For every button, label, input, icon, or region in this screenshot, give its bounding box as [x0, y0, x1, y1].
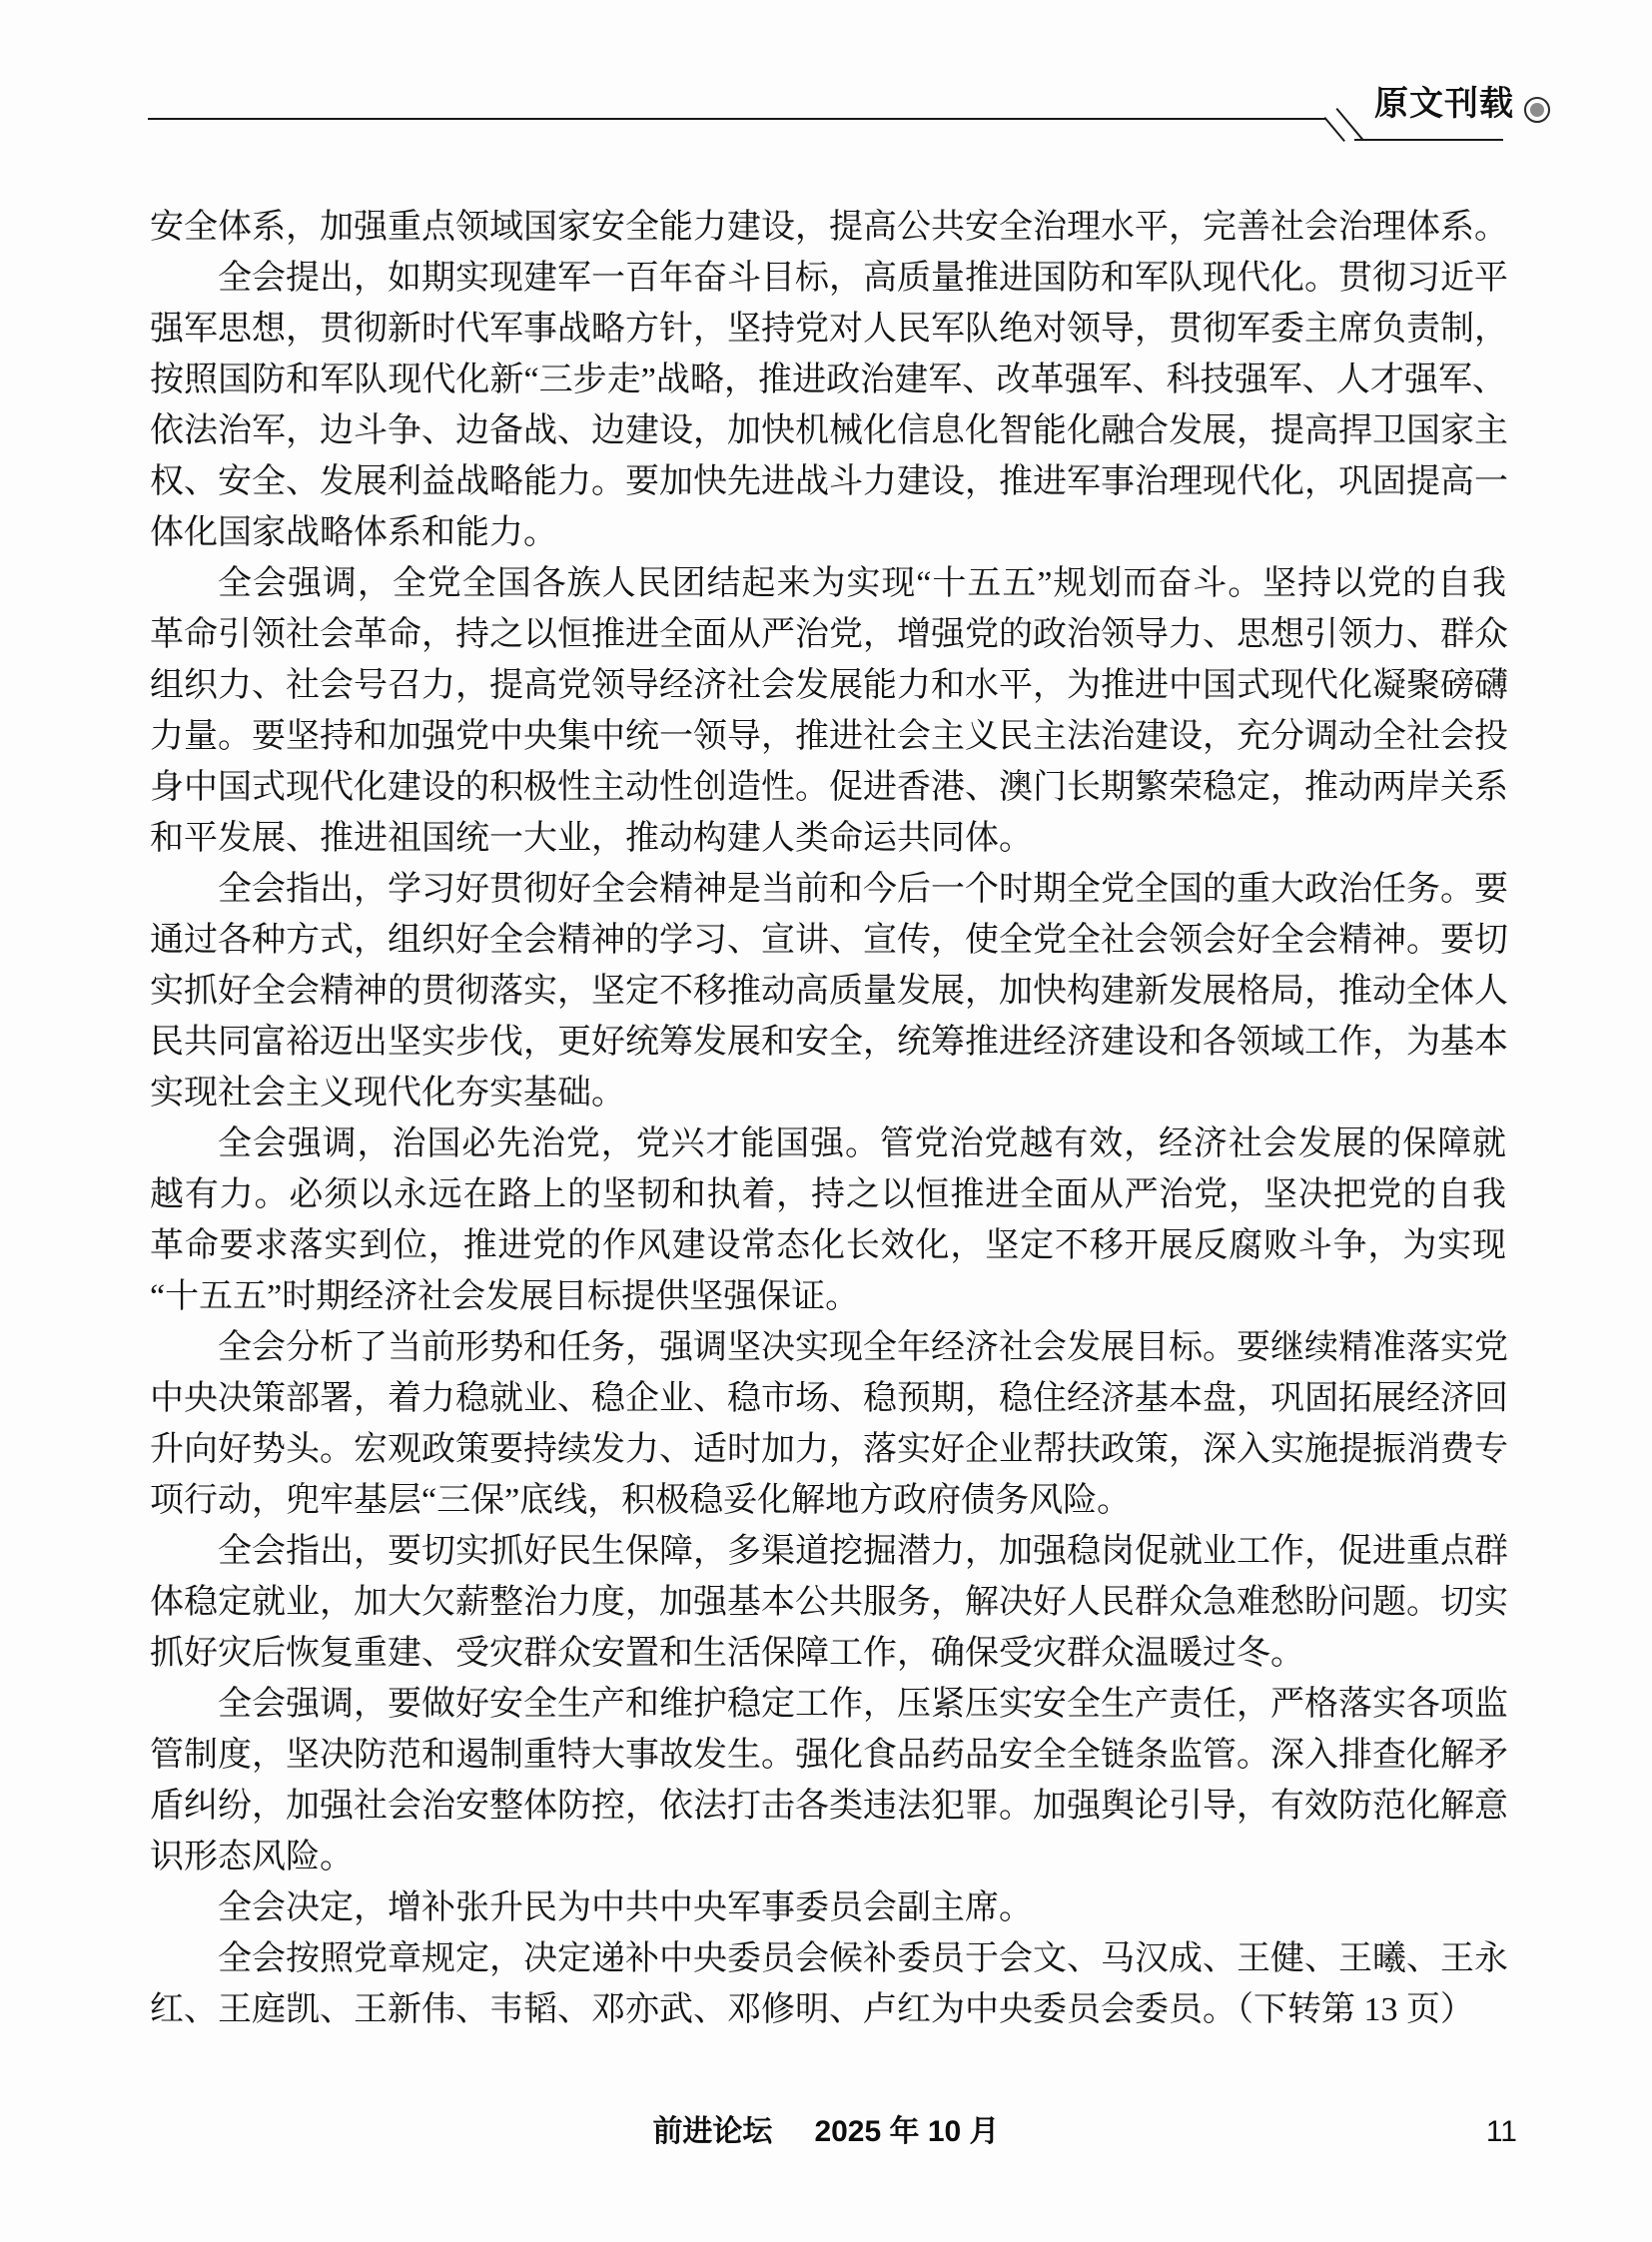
text-line: 全会分析了当前形势和任务，强调坚决实现全年经济社会发展目标。要继续精准落实党	[218, 1329, 1508, 1366]
text-line: 通过各种方式，组织好全会精神的学习、宣讲、宣传，使全党全社会领会好全会精神。要切	[150, 922, 1508, 959]
text-line: 识形态风险。	[150, 1839, 354, 1875]
text-line: 项行动，兜牢基层“三保”底线，积极稳妥化解地方政府债务风险。	[150, 1482, 1132, 1519]
text-line: 实抓好全会精神的贯彻落实，坚定不移推动高质量发展，加快构建新发展格局，推动全体人	[150, 973, 1508, 1010]
text-line: 全会决定，增补张升民为中共中央军事委员会副主席。	[218, 1889, 1033, 1926]
text-line: 革命要求落实到位，推进党的作风建设常态化长效化，坚定不移开展反腐败斗争，为实现	[150, 1227, 1506, 1264]
text-line: 全会强调，治国必先治党，党兴才能国强。管党治党越有效，经济社会发展的保障就	[218, 1125, 1506, 1162]
text-line: 管制度，坚决防范和遏制重特大事故发生。强化食品药品安全全链条监管。深入排查化解矛	[150, 1737, 1508, 1774]
text-line: 力量。要坚持和加强党中央集中统一领导，推进社会主义民主法治建设，充分调动全社会投	[150, 718, 1508, 755]
text-line: 全会指出，学习好贯彻好全会精神是当前和今后一个时期全党全国的重大政治任务。要	[218, 871, 1508, 908]
text-line: 抓好灾后恢复重建、受灾群众安置和生活保障工作，确保受灾群众温暖过冬。	[150, 1635, 1304, 1672]
text-line: 和平发展、推进祖国统一大业，推动构建人类命运共同体。	[150, 820, 1033, 857]
text-line: 全会指出，要切实抓好民生保障，多渠道挖掘潜力，加强稳岗促就业工作，促进重点群	[218, 1533, 1508, 1570]
text-line: 民共同富裕迈出坚实步伐，更好统筹发展和安全，统筹推进经济建设和各领域工作，为基本	[150, 1024, 1508, 1061]
footer-journal-line	[0, 2109, 1652, 2155]
text-line: 强军思想，贯彻新时代军事战略方针，坚持党对人民军队绝对领导，贯彻军委主席负责制，	[150, 311, 1508, 348]
text-line: 全会强调，全党全国各族人民团结起来为实现“十五五”规划而奋斗。坚持以党的自我	[218, 565, 1506, 602]
issue-date: 2025 年 10 月	[814, 2115, 1000, 2148]
text-line: 组织力、社会号召力，提高党领导经济社会发展能力和水平，为推进中国式现代化凝聚磅礴	[150, 667, 1508, 704]
text-line: 升向好势头。宏观政策要持续发力、适时加力，落实好企业帮扶政策，深入实施提振消费专	[150, 1431, 1508, 1468]
header-rule-lower	[1354, 139, 1503, 141]
text-line: 革命引领社会革命，持之以恒推进全面从严治党，增强党的政治领导力、思想引领力、群众	[150, 616, 1508, 653]
page-footer	[0, 2109, 1652, 2155]
text-line: 实现社会主义现代化夯实基础。	[150, 1075, 625, 1112]
text-line: 全会提出，如期实现建军一百年奋斗目标，高质量推进国防和军队现代化。贯彻习近平	[218, 260, 1508, 297]
concentric-circle-icon	[1524, 97, 1550, 123]
text-line: 全会按照党章规定，决定递补中央委员会候补委员于会文、马汉成、王健、王曦、王永	[218, 1940, 1508, 1977]
journal-name: 前进论坛	[652, 2115, 773, 2148]
text-line: 体稳定就业，加大欠薪整治力度，加强基本公共服务，解决好人民群众急难愁盼问题。切实	[150, 1584, 1508, 1621]
text-line: 全会强调，要做好安全生产和维护稳定工作，压紧压实安全生产责任，严格落实各项监	[218, 1686, 1508, 1723]
text-line: 安全体系，加强重点领域国家安全能力建设，提高公共安全治理水平，完善社会治理体系。	[150, 209, 1508, 246]
text-line: “十五五”时期经济社会发展目标提供坚强保证。	[150, 1278, 860, 1315]
text-line: 中央决策部署，着力稳就业、稳企业、稳市场、稳预期，稳住经济基本盘，巩固拓展经济回	[150, 1380, 1508, 1417]
article-body	[150, 202, 1506, 2035]
circle-icon-dot	[1530, 103, 1544, 117]
text-line: 红、王庭凯、王新伟、韦韬、邓亦武、邓修明、卢红为中央委员会委员。（下转第 13 页）	[150, 1991, 1474, 2028]
text-line: 权、安全、发展利益战略能力。要加快先进战斗力建设，推进军事治理现代化，巩固提高一	[150, 463, 1508, 500]
header-rule-main	[148, 118, 1326, 120]
page-number: 11	[1485, 2115, 1517, 2148]
text-line: 越有力。必须以永远在路上的坚韧和执着，持之以恒推进全面从严治党，坚决把党的自我	[150, 1176, 1506, 1213]
header-rule-diagonal-1	[1323, 117, 1344, 142]
section-label: 原文刊载	[1374, 86, 1514, 123]
text-line: 身中国式现代化建设的积极性主动性创造性。促进香港、澳门长期繁荣稳定，推动两岸关系	[150, 769, 1508, 806]
text-line: 盾纠纷，加强社会治安整体防控，依法打击各类违法犯罪。加强舆论引导，有效防范化解意	[150, 1788, 1508, 1825]
text-line: 按照国防和军队现代化新“三步走”战略，推进政治建军、改革强军、科技强军、人才强军、	[150, 362, 1506, 398]
text-line: 体化国家战略体系和能力。	[150, 514, 557, 551]
text-line: 依法治军，边斗争、边备战、边建设，加快机械化信息化智能化融合发展，提高捍卫国家主	[150, 412, 1508, 449]
